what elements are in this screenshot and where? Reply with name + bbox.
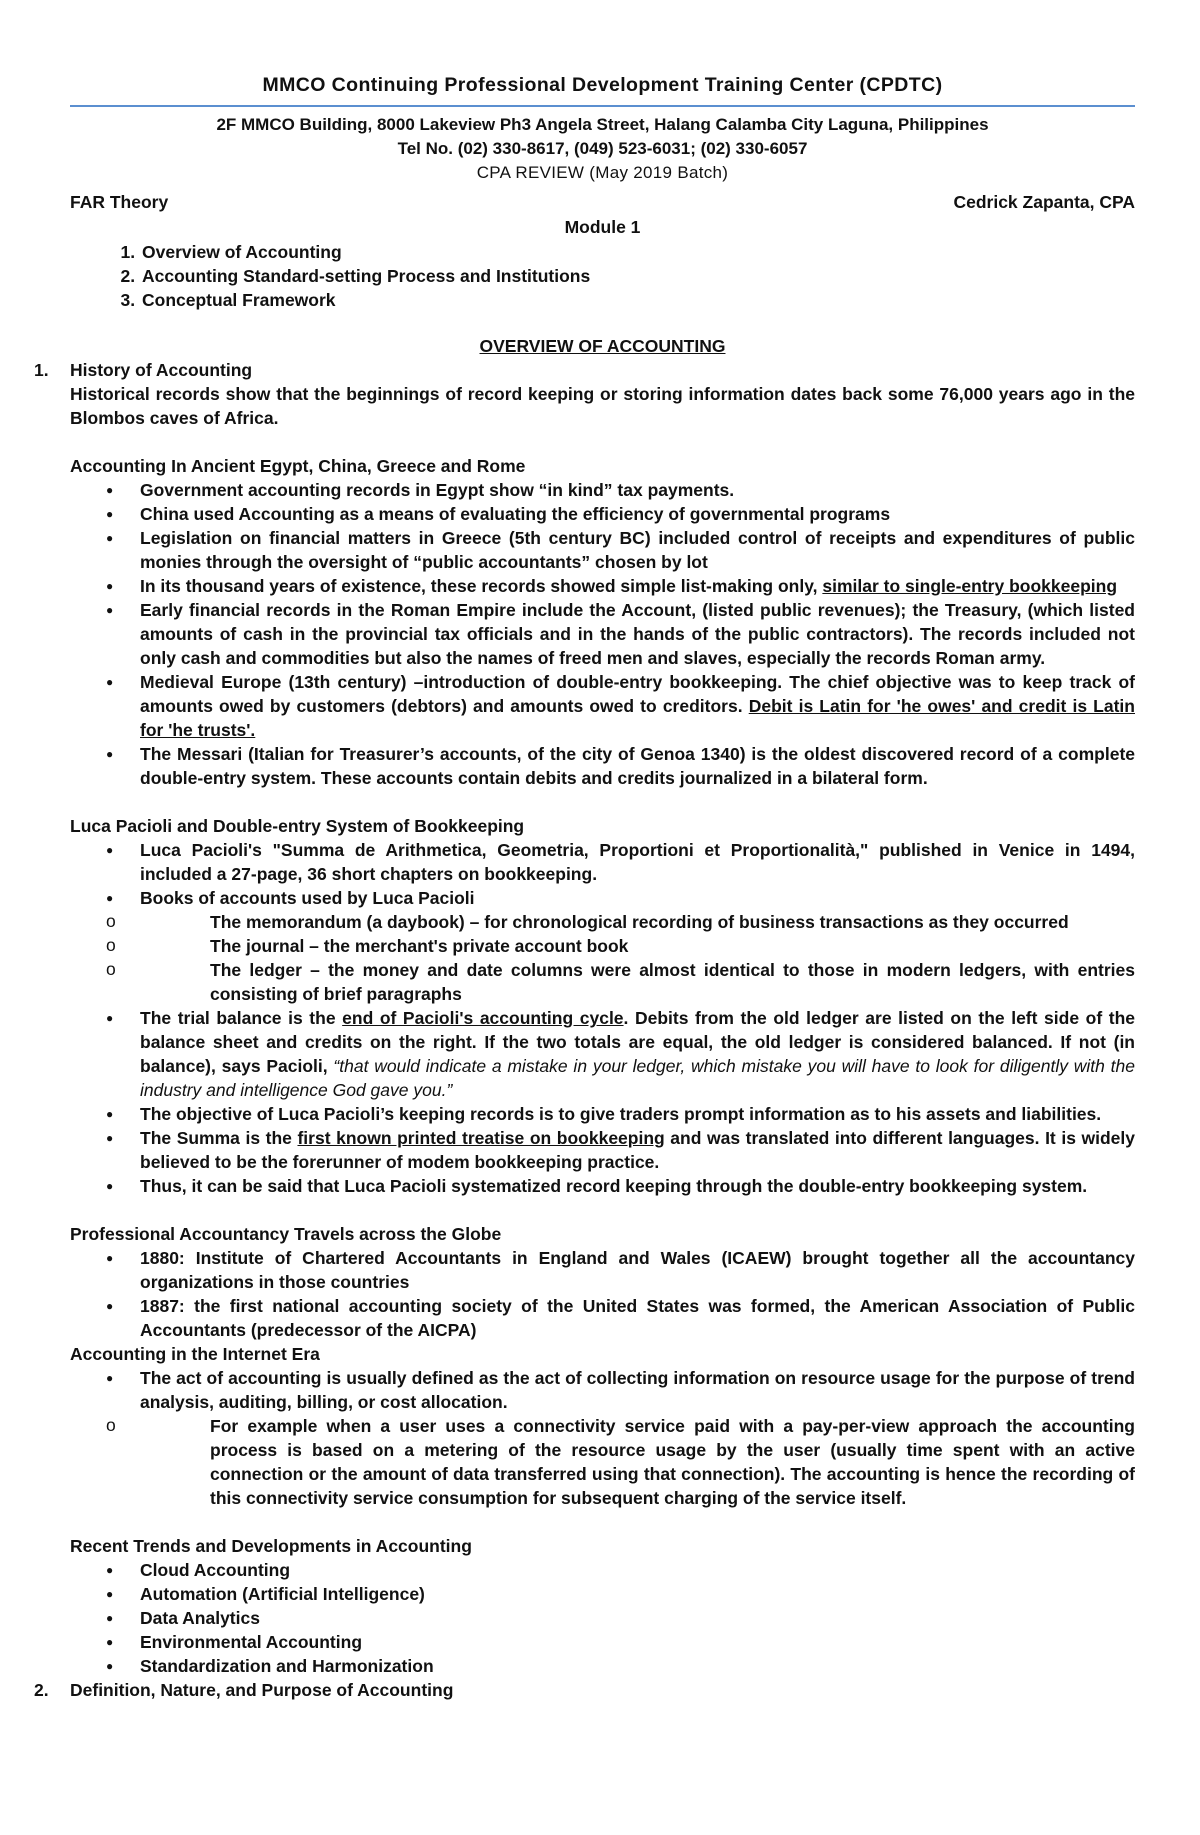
- list-item: ● Data Analytics: [70, 1606, 1135, 1630]
- module-item: 2. Accounting Standard-setting Process and Institutions: [140, 264, 1135, 288]
- telephone: Tel No. (02) 330-8617, (049) 523-6031; (02) 330-6057: [397, 139, 808, 158]
- list-item: ● Early financial records in the Roman Empire include the Account, (listed public revenues); the Treasury, (which listed amounts of cash in the provincial tax officials and in the hands of the public contractors). The records included not only cash and commodities but also the names of freed men and slaves, especially the records Roman army.: [70, 598, 1135, 670]
- paragraph: Historical records show that the beginnings of record keeping or storing information dates back some 76,000 years ago in the Blombos caves of Africa.: [70, 384, 1135, 428]
- heading-text: Definition, Nature, and Purpose of Accounting: [70, 1680, 454, 1700]
- org-title: MMCO Continuing Professional Development Training Center (CPDTC): [262, 74, 943, 96]
- bullet-list: [70, 1558, 1135, 1678]
- module-item: 3. Conceptual Framework: [140, 288, 1135, 312]
- subheading: Professional Accountancy Travels across the Globe: [70, 1224, 502, 1244]
- list-item: ● The Summa is the first known printed treatise on bookkeeping and was translated into different languages. It is widely believed to be the forerunner of modem bookkeeping practice.: [70, 1126, 1135, 1174]
- document-page: [34, 70, 1135, 1702]
- list-item: ● Environmental Accounting: [70, 1630, 1135, 1654]
- header-rule: [70, 105, 1135, 107]
- list-item: ● In its thousand years of existence, these records showed simple list-making only, similar to single-entry bookkeeping: [70, 574, 1135, 598]
- subheading: Luca Pacioli and Double-entry System of Bookkeeping: [70, 816, 525, 836]
- module-list: [70, 240, 1135, 312]
- sub-list-item: o For example when a user uses a connectivity service paid with a pay-per-view approach the accounting process is based on a metering of the resource usage by the user (usually time spent with an active connection or the amount of data transferred using that connection). The accounting is hence the recording of this connectivity service consumption for subsequent charging of the service itself.: [70, 1414, 1135, 1510]
- heading-number: 2.: [34, 1680, 49, 1700]
- list-item: ● The act of accounting is usually defined as the act of collecting information on resource usage for the purpose of trend analysis, auditing, billing, or cost allocation. o For example when a user uses a connectivity service paid with a pay-per-view approach the accounting process is based on a metering of the resource usage by the user (usually time spent with an active connection or the amount of data transferred using that connection). The accounting is hence the recording of this connectivity service consumption for subsequent charging of the service itself.: [70, 1366, 1135, 1510]
- subheading: Accounting in the Internet Era: [70, 1344, 320, 1364]
- list-item: ● Medieval Europe (13th century) –introduction of double-entry bookkeeping. The chief objective was to keep track of amounts owed by customers (debtors) and amounts owed to creditors. Debit is Latin for 'he owes' and credit is Latin for 'he trusts'.: [70, 670, 1135, 742]
- list-item: ● China used Accounting as a means of evaluating the efficiency of governmental programs: [70, 502, 1135, 526]
- section-heading: OVERVIEW OF ACCOUNTING: [479, 336, 726, 356]
- sub-list-item: o The ledger – the money and date columns were almost identical to those in modern ledgers, with entries consisting of brief paragraphs: [70, 958, 1135, 1006]
- sub-list-item: o The journal – the merchant's private account book: [70, 934, 1135, 958]
- bullet-list: [70, 1366, 1135, 1510]
- heading-number: 1.: [34, 360, 49, 380]
- sub-list: [70, 1414, 1135, 1510]
- list-item: ● The objective of Luca Pacioli’s keeping records is to give traders prompt information as to his assets and liabilities.: [70, 1102, 1135, 1126]
- bullet-list: [70, 838, 1135, 1198]
- heading-text: History of Accounting: [70, 360, 253, 380]
- bullet-list: [70, 1246, 1135, 1342]
- subheading: Accounting In Ancient Egypt, China, Greece and Rome: [70, 456, 526, 476]
- numbered-heading: [34, 358, 1135, 382]
- address: 2F MMCO Building, 8000 Lakeview Ph3 Angela Street, Halang Calamba City Laguna, Philippines: [216, 115, 989, 134]
- list-item: ● Cloud Accounting: [70, 1558, 1135, 1582]
- list-item: ● 1887: the first national accounting society of the United States was formed, the American Association of Public Accountants (predecessor of the AICPA): [70, 1294, 1135, 1342]
- list-item: ● Standardization and Harmonization: [70, 1654, 1135, 1678]
- list-item: ● The trial balance is the end of Pacioli's accounting cycle. Debits from the old ledger are listed on the left side of the balance sheet and credits on the right. If the two totals are equal, the old ledger is considered balanced. If not (in balance), says Pacioli, “that would indicate a mistake in your ledger, which mistake you will have to look for diligently with the industry and intelligence God gave you.”: [70, 1006, 1135, 1102]
- list-item: ● Books of accounts used by Luca Pacioli o The memorandum (a daybook) – for chronological recording of business transactions as they occurred o The journal – the merchant's private account book o The ledger – the money and date columns were almost identical to those in modern ledgers, with entries consisting of brief paragraphs: [70, 886, 1135, 1006]
- list-item: ● Automation (Artificial Intelligence): [70, 1582, 1135, 1606]
- list-item: ● Legislation on financial matters in Greece (5th century BC) included control of receipts and expenditures of public monies through the oversight of “public accountants” chosen by lot: [70, 526, 1135, 574]
- list-item: ● 1880: Institute of Chartered Accountants in England and Wales (ICAEW) brought together all the accountancy organizations in those countries: [70, 1246, 1135, 1294]
- list-item: ● Luca Pacioli's "Summa de Arithmetica, Geometria, Proportioni et Proportionalità," published in Venice in 1494, included a 27-page, 36 short chapters on bookkeeping.: [70, 838, 1135, 886]
- list-item: ● Thus, it can be said that Luca Pacioli systematized record keeping through the double-entry bookkeeping system.: [70, 1174, 1135, 1198]
- batch: CPA REVIEW (May 2019 Batch): [476, 163, 729, 182]
- sub-list-item: o The memorandum (a daybook) – for chronological recording of business transactions as they occurred: [70, 910, 1135, 934]
- module-item: 1. Overview of Accounting: [140, 240, 1135, 264]
- author: Cedrick Zapanta, CPA: [953, 192, 1135, 212]
- subheading: Recent Trends and Developments in Accounting: [70, 1536, 472, 1556]
- list-item: ● Government accounting records in Egypt show “in kind” tax payments.: [70, 478, 1135, 502]
- list-item: ● The Messari (Italian for Treasurer’s accounts, of the city of Genoa 1340) is the oldest discovered record of a complete double-entry system. These accounts contain debits and credits journalized in a bilateral form.: [70, 742, 1135, 790]
- subject-row: [70, 190, 1135, 214]
- bullet-list: [70, 478, 1135, 790]
- sub-list: [70, 910, 1135, 1006]
- subject: FAR Theory: [70, 192, 169, 212]
- numbered-heading: [34, 1678, 1135, 1702]
- module-title: Module 1: [564, 217, 641, 237]
